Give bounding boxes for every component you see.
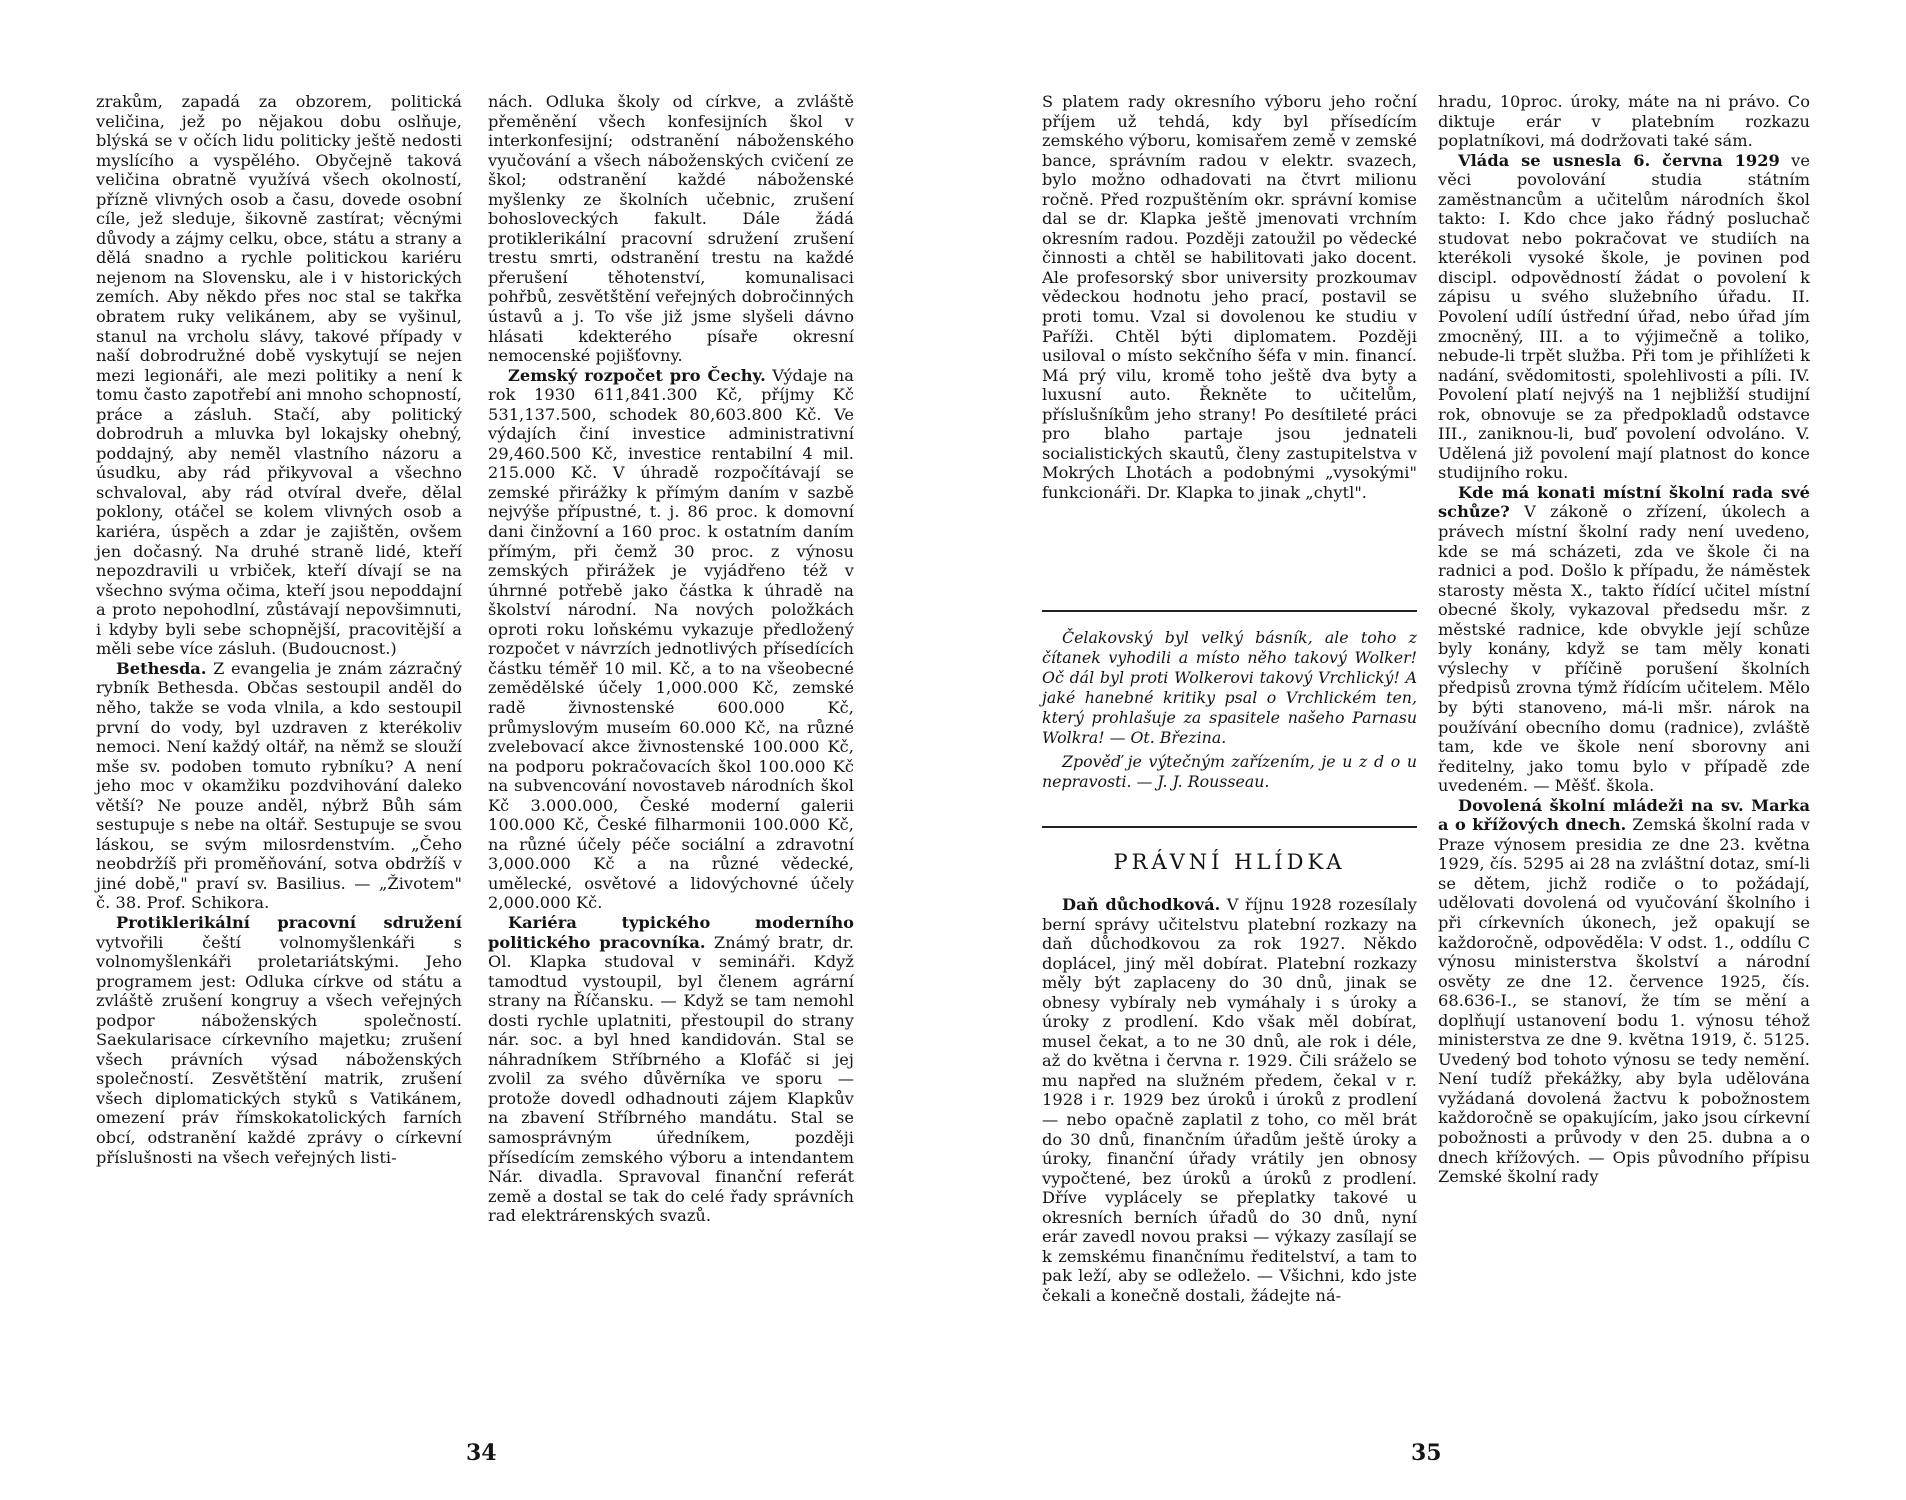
paragraph: [1042, 895, 1417, 1305]
right-page-column-1: [1042, 92, 1417, 502]
section-title: PRÁVNÍ HLÍDKA: [1113, 850, 1346, 874]
paragraph: S platem rady okresního výboru jeho roční příjem už tehdá, kdy byl přísedícím zemského výboru, komisařem země v zemské bance, správním radou v elektr. svazech, bylo možno odhadovati na čtvrt milionu ročně. Před rozpuštěním okr. správní komise dal se dr. Klapka ještě jmenovati vrchním okresním radou. Později zatoužil po vědecké činnosti a chtěl se habilitovati jako docent. Ale profesorský sbor university prozkoumav vědeckou hodnotu jeho prací, postavil se proti tomu. Vzal si dovolenou ke studiu v Paříži. Chtěl býti diplomatem. Později usiloval o místo sekčního šéfa v min. financí. Má prý vilu, kromě toho ještě dva byty a luxusní auto. Řekněte to učitelům, příslušníkům jeho strany! Po desítileté práci pro blaho partaje jsou jednateli socialistických skautů, členy zastupitelstva v Mokrých Lhotách a podobnými „vysokými" funkcionáři. Dr. Klapka to jinak „chytl".: [1042, 92, 1417, 502]
right-page: [953, 0, 1906, 1500]
page-number: 34: [466, 1440, 497, 1466]
paragraph: [1438, 483, 1810, 796]
right-page-column-2: [1438, 92, 1810, 1187]
paragraph-body: V říjnu 1928 rozesílaly berní správy učitelstvu platební rozkazy na daň důchodkovou za rok 1927. Někdo doplácel, jiný měl dobírat. Platební rozkazy měly být zaplaceny do 30 dnů, jinak se obnesy vybíraly neb vymáhaly i s úroky a úroky z prodlení. Kdo však měl dobírat, musel čekat, a to ne 30 dnů, ale rok i déle, až do května i června r. 1929. Čili sráželo se mu napřed na služném předem, čekal v r. 1928 i r. 1929 bez úroků i úroků z prodlení — nebo opačně zaplatil z toho, co měl brát do 30 dnů, finančním úřadům ještě úroky a úroky, finanční úřady vrátily jen obnosy vypočtené, bez úroků a úroků z prodlení. Dříve vyplácely se přeplatky takové u okresních berních úřadů do 30 dnů, nyní erár zavedl novou praksi — výkazy zasílají se k zemskému finančnímu ředitelství, a tam to pak leží, aby se odleželo. — Všichni, kdo jste čekali a konečně dostali, žádejte ná-: [1042, 895, 1417, 1305]
paragraph: [488, 913, 854, 1226]
paragraph: [1438, 151, 1810, 483]
paragraph: [488, 366, 854, 913]
left-page-column-2: [488, 92, 854, 1226]
right-page-column-1-lower: [1042, 895, 1417, 1305]
paragraph: zrakům, zapadá za obzorem, politická veličina, jež po nějakou dobu oslňuje, blýská se v očích lidu politicky ještě nedosti myslícího a vyspělého. Obyčejně taková veličina obratně využívá všech okolností, přízně vlivných osob a času, dovede osobní cíle, jež sleduje, šikovně zastírat; věcnými důvody a zájmy celku, obce, státu a strany a dělá snadno a rychle politickou kariéru nejenom na Slovensku, ale i v historických zemích. Aby někdo přes noc stal se takřka obratem ruky velikánem, aby se vyšinul, stanul na vrcholu slávy, takové případy v naší dobrodružné době vyskytují se nejen mezi legionáři, ale mezi politiky a není k tomu často zapotřebí ani mnoho schopností, práce a zásluh. Stačí, aby politický dobrodruh a mluvka byl lokajsky ohebný, poddajný, aby neměl vlastního názoru a úsudku, aby rád přikyvoval a všechno schvaloval, aby rád otvíral dveře, dělal poklony, otáčel se kolem vlivných osob a kariéra, úspěch a zdar je zajištěn, ovšem jen dočasný. Na druhé straně lidé, kteří nepozdravili u vrbiček, kteří dívají se na všechno svýma očima, kteří jsou nepoddajní a proto nepohodlní, zůstávají nepovšimnuti, i kdyby byli sebe schopnější, pracovitější a měli sebe více zásluh. (Budoucnost.): [96, 92, 462, 659]
paragraph: hradu, 10proc. úroky, máte na ni právo. Co diktuje erár v platebním rozkazu poplatníkovi, má dodržovati také sám.: [1438, 92, 1810, 151]
paragraph-body: V zákoně o zřízení, úkolech a právech místní školní rady není uvedeno, kde se má scházeti, zda ve škole či na radnici a pod. Došlo k případu, že náměstek starosty města X., takto řídící učitel místní obecné školy, vykazoval předsedu mšr. z městské radnice, kde obvykle její schůze byly konány, když se tam měly konati výslechy v příčině porušení školních předpisů zrovna týmž řídícím učitelem. Mělo by býti stanoveno, má-li mšr. nárok na používání obecního domu (radnice), zvláště tam, kde ve škole není sborovny ani ředitelny, jako tomu bylo v případě zde uvedeném. — Měšť. škola.: [1438, 502, 1810, 796]
paragraph-body: ve věci povolování studia státním zaměstnancům a učitelům národních škol takto: I. Kdo chce jako řádný posluchač studovat nebo pokračovat ve studiích na kterékoli vysoké škole, je povinen pod discipl. odpovědností žádat o povolení k zápisu u svého služebního úřadu. II. Povolení udílí ústřední úřad, nebo úřad jím zmocněný, III. a to výjimečně a toliko, nebude-li trpět služba. Při tom je přihlížeti k nadání, svědomitosti, spolehlivosti a píli. IV. Povolení platí nejvýš na 1 nejbližší studijní rok, obnovuje se za předpokladů odstavce III., zaniknou-li, buď povolení odvoláno. V. Udělená již povolení mají platnost do konce studijního roku.: [1438, 150, 1810, 483]
paragraph: [1438, 796, 1810, 1187]
paragraph-body: vytvořili čeští volnomyšlenkáři s volnomyšlenkáři proletariátskými. Jeho programem jest: Odluka církve od státu a zvláště zrušení kongruy a všech veřejných podpor náboženských společností. Saekularisace církevního majetku; zrušení všech právních výsad náboženských společností. Zesvětštění matrik, zrušení všech diplomatických styků s Vatikánem, omezení práv římskokatolických farních obcí, odstranění každé zprávy o církevní příslušnosti na všech veřejných listi-: [96, 932, 462, 1167]
paragraph-heading: Dovolená školní mládeži na sv. Marka a o křížových dnech.: [1438, 795, 1810, 835]
page-number: 35: [1411, 1440, 1442, 1466]
paragraph-body: Známý bratr, dr. Ol. Klapka studoval v semináři. Když tamodtud vystoupil, byl členem agrární strany na Říčansku. — Když se tam nemohl dosti rychle uplatniti, přestoupil do strany nár. soc. a byl hned kandidován. Stal se náhradníkem Stříbrného a Klofáč si jej zvolil za svého důvěrníka ve sporu — protože dovedl odhadnouti zájem Klapkův na zbavení Stříbrného mandátu. Stal se samosprávným úředníkem, později přísedícím zemského výboru a intendantem Nár. divadla. Spravoval finanční referát země a dostal se tak do celé řady správních rad elektrárenských svazů.: [488, 932, 854, 1226]
paragraph-heading: Kariéra typického moderního politického pracovníka.: [488, 912, 854, 952]
divider-rule: [1042, 610, 1417, 612]
paragraph-heading: Daň důchodková.: [1062, 895, 1221, 914]
paragraph-heading: Zemský rozpočet pro Čechy.: [508, 365, 766, 385]
paragraph-body: Zemská školní rada v Praze výnosem presidia ze dne 23. května 1929, čís. 5295 ai 28 na zvláštní dotaz, smí-li se dětem, jichž rodiče o to požádají, udělovati dovolená od vyučování školního i při církevních úkonech, jež opakují se každoročně, odpověděla: V odst. 1., oddílu C výnosu ministerstva školství a národní osvěty ze dne 12. července 1925, čís. 68.636-I., se stanoví, že tím se mění a doplňují ustanovení bodu 1. výnosu téhož ministerstva ze dne 9. května 1919, č. 5125. Uvedený bod tohoto výnosu se tedy nemění. Není tudíž překážky, aby byla udělována vyžádaná dovolená žactvu k pobožnostem každoročně se opakujícím, jako jsou církevní pobožnosti a průvody v den 25. dubna a o dnech křížových. — Opis původního přípisu Zemské školní rady: [1438, 815, 1811, 1187]
paragraph: nách. Odluka školy od církve, a zvláště přeměnění všech konfesijních škol v interkonfesijní; odstranění náboženského vyučování a všech náboženských cvičení ze škol; odstranění každé náboženské myšlenky ze školních učebnic, zrušení bohosloveckých fakult. Dále žádá protiklerikální pracovní sdružení zrušení trestu smrti, odstranění trestu na každé přerušení těhotenství, komunalisaci pohřbů, zesvětštění veřejných dobročinných ústavů a j. To vše již jsme slyšeli dávno hlásati kdekterého písaře okresní nemocenské pojišťovny.: [488, 92, 854, 366]
paragraph-heading: Kde má konati místní školní rada své schůze?: [1438, 482, 1810, 522]
paragraph-heading: Bethesda.: [116, 658, 207, 678]
left-page-column-1: [96, 92, 462, 1167]
paragraph-body: Z evangelia je znám zázračný rybník Bethesda. Občas sestoupil anděl do něho, takže se voda vlnila, a kdo sestoupil první do vody, byl uzdraven z kterékoliv nemoci. Není každý oltář, na němž se slouží mše sv. podoben tomuto rybníku? A není jeho moc v okamžiku pozdvihování daleko větší? Ne pouze anděl, nýbrž Bůh sám sestupuje s nebe na oltář. Sestupuje se svou láskou, se svým milosrdenstvím. „Čeho neobdržíš při proměňování, sotva obdržíš v jiné době," praví sv. Basilius. — „Životem" č. 38. Prof. Schikora.: [96, 658, 462, 913]
divider-rule: [1042, 826, 1417, 828]
paragraph-body: Výdaje na rok 1930 611,841.300 Kč, příjmy Kč 531,137.500, schodek 80,603.800 Kč. Ve výdajích činí investice administrativní 29,460.500 Kč, investice rentabilní 4 mil. 215.000 Kč. V úhradě rozpočítávají se zemské přirážky k přímým daním v sazbě nejvýše přípustné, t. j. 86 proc. k domovní dani činžovní a 160 proc. k ostatním daním přímým, při čemž 30 proc. z výnosu zemských přirážek je vyjádřeno též v úhrnné potřebě jako částka k úhradě na školství národní. Na nových položkách oproti roku loňskému vykazuje předložený rozpočet v návrzích jednotlivých přísedících částku téměř 10 mil. Kč, a to na všeobecné zemědělské účely 1,000.000 Kč, zemské radě živnostenské 600.000 Kč, průmyslovým museím 60.000 Kč, na různé zvelebovací akce živnostenské 100.000 Kč, na podporu pokračovacích škol 100.000 Kč na subvencování novostaveb národních škol Kč 3.000.000, České moderní galerii 100.000 Kč, České filharmonii 100.000 Kč, na různé účely péče sociální a zdravotní 3,000.000 Kč a na různé vědecké, umělecké, osvětové a lidovýchovné účely 2,000.000 Kč.: [488, 365, 854, 913]
paragraph-heading: Protiklerikální pracovní sdružení: [116, 912, 462, 932]
quote-text: Zpověď je výtečným zařízením, je u z d o u nepravosti. — J. J. Rousseau.: [1042, 752, 1417, 791]
paragraph: [96, 913, 462, 1167]
paragraph-heading: Vláda se usnesla 6. června 1929: [1458, 150, 1780, 170]
paragraph: [96, 659, 462, 913]
quote-block: [1042, 628, 1417, 796]
quote-text: Čelakovský byl velký básník, ale toho z čítanek vyhodili a místo něho takový Wolker! Oč dál byl proti Wolkerovi takový Vrchlický! A jaké hanebné kritiky psal o Vrchlickém ten, který prohlašuje za spasitele našeho Parnasu Wolkra! — Ot. Březina.: [1042, 628, 1417, 747]
